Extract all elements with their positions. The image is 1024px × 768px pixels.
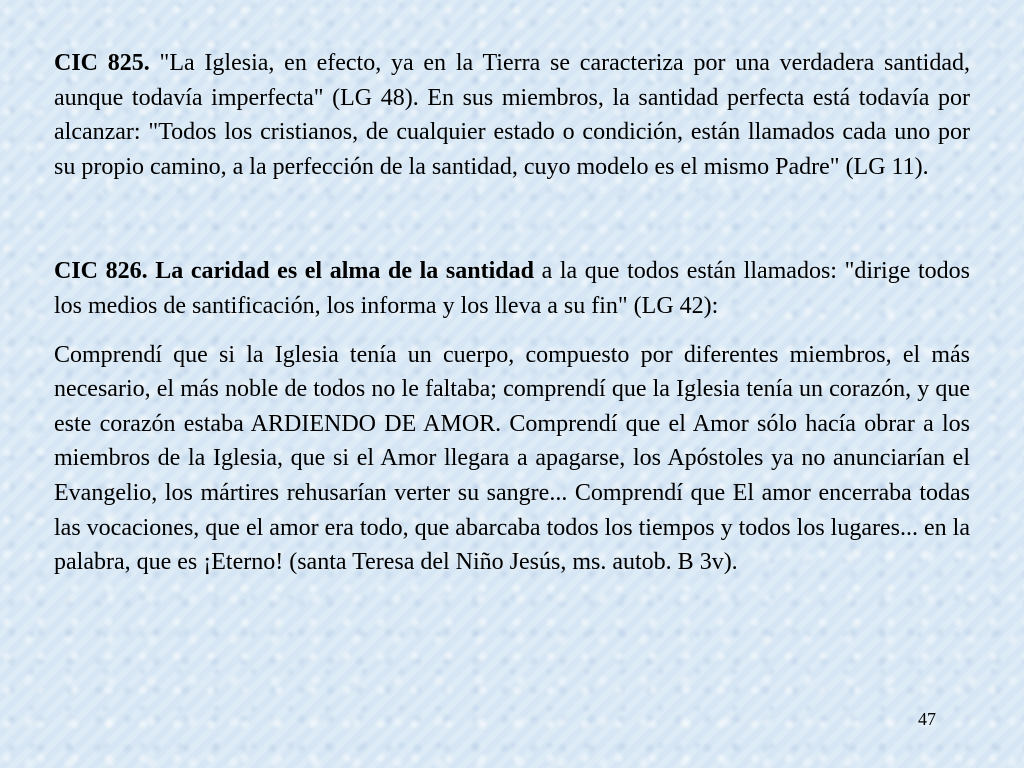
paragraph-cic-825 (54, 46, 970, 184)
paragraph-text: a la que todos están llamados: "dirige todos los medios de santificación, los informa y los lleva a su fin" (LG 42): (54, 258, 970, 319)
paragraph-text: Comprendí que si la Iglesia tenía un cuerpo, compuesto por diferentes miembros, el más necesario, el más noble de todos no le faltaba; comprendí que la Iglesia tenía un corazón, y que este corazón estaba ARDIENDO DE AMOR. Comprendí que el Amor sólo hacía obrar a los miembros de la Iglesia, que si el Amor llegara a apagarse, los Apóstoles ya no anunciarían el Evangelio, los mártires rehusarían verter su sangre... Comprendí que El amor encerraba todas las vocaciones, que el amor era todo, que abarcaba todos los tiempos y todos los lugares... en la palabra, que es ¡Eterno! (santa Teresa del Niño Jesús, ms. autob. B 3v). (54, 341, 970, 576)
page-number: 47 (918, 709, 936, 729)
paragraph-label: CIC 826. La caridad es el alma de la santidad (54, 258, 534, 285)
slide-content (54, 46, 970, 746)
paragraph-quote (54, 338, 970, 580)
paragraph-label: CIC 825. (54, 50, 150, 76)
paragraph-cic-826 (54, 254, 970, 323)
paragraph-text: "La Iglesia, en efecto, ya en la Tierra se caracteriza por una verdadera santidad, aunque todavía imperfecta" (LG 48). En sus miembros, la santidad perfecta está todavía por alcanzar: "Todos los cristianos, de cualquier estado o condición, están llamados cada uno por su propio camino, a la perfección de la santidad, cuyo modelo es el mismo Padre" (LG 11). (54, 50, 970, 180)
